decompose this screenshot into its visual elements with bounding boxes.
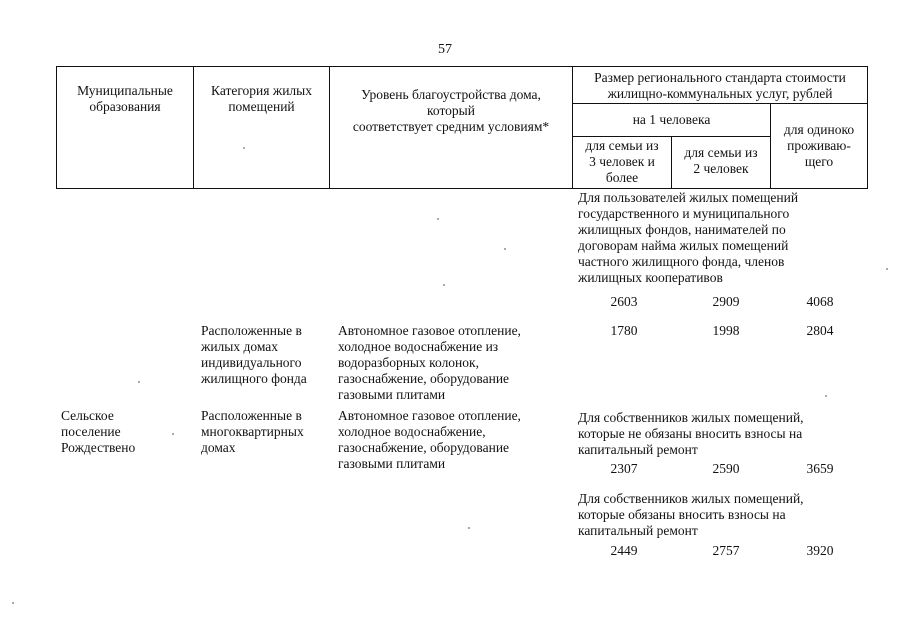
row-multi-level-line: холодное водоснабжение, (338, 424, 486, 439)
row-individual-level-line: Автономное газовое отопление, (338, 323, 521, 338)
header-per-person-label: на 1 человека (632, 112, 711, 127)
row-individual-level-line: водоразборных колонок, (338, 355, 479, 370)
row-multi-value2-family2: 2757 (712, 543, 740, 558)
scan-speck (12, 602, 14, 604)
header-size-line: жилищно-коммунальных услуг, рублей (607, 86, 833, 101)
block1-note-line: государственного и муниципального (578, 206, 790, 221)
row-multi-municipality-line: Рождествено (61, 440, 136, 455)
scan-speck (504, 248, 506, 250)
scan-speck (825, 395, 827, 397)
row-individual-category-line: жилищного фонда (201, 371, 307, 386)
row-multi-value2-family3: 2449 (610, 543, 638, 558)
block1-note-line: Для пользователей жилых помещений (578, 190, 799, 205)
header-family2 (671, 136, 771, 189)
row-multi-category-line: домах (201, 440, 236, 455)
header-family3-line: более (605, 170, 639, 185)
row-multi-level-line: газовыми плитами (338, 456, 446, 471)
row-multi-note1-line: которые не обязаны вносить взносы на (578, 426, 803, 441)
header-category (193, 66, 330, 189)
row-multi-note1-line: Для собственников жилых помещений, (578, 410, 804, 425)
header-level-line: Уровень благоустройства дома, (361, 87, 541, 102)
row-multi-category-line: Расположенные в (201, 408, 302, 423)
row-individual-level-line: газоснабжение, оборудование (338, 371, 510, 386)
row-individual-level-line: газовыми плитами (338, 387, 446, 402)
header-single-line: щего (804, 154, 834, 169)
row-multi-note2-line: которые обязаны вносить взносы на (578, 507, 786, 522)
header-single (770, 103, 868, 189)
row-multi-value2-single: 3920 (806, 543, 834, 558)
block1-value-single: 4068 (806, 294, 834, 309)
header-family2-line: 2 человек (693, 161, 749, 176)
row-multi-note2-line: капитальный ремонт (578, 523, 698, 538)
row-multi-note1 (578, 410, 804, 458)
header-level-line: который (427, 103, 475, 118)
header-municipal-line: образования (89, 99, 161, 114)
row-multi-level-line: газоснабжение, оборудование (338, 440, 510, 455)
row-multi-category (201, 408, 304, 456)
header-family3-line: 3 человек и (589, 154, 655, 169)
header-size (572, 66, 868, 104)
row-multi-note2-line: Для собственников жилых помещений, (578, 491, 804, 506)
row-multi-value1-family2: 2590 (712, 461, 740, 476)
header-family2-line: для семьи из (684, 145, 758, 160)
header-family3-line: для семьи из (585, 138, 659, 153)
block1-note-line: договорам найма жилых помещений (578, 238, 789, 253)
row-multi-level (338, 408, 521, 472)
page-number: 57 (438, 42, 452, 57)
row-multi-municipality (61, 408, 135, 456)
row-multi-municipality-line: поселение (61, 424, 121, 439)
row-multi-value1-single: 3659 (806, 461, 834, 476)
row-individual-category-line: индивидуального (201, 355, 302, 370)
row-multi-note1-line: капитальный ремонт (578, 442, 698, 457)
block1-note-line: частного жилищного фонда, членов (578, 254, 785, 269)
header-municipal-line: Муниципальные (77, 83, 173, 98)
block1-note-line: жилищных фондов, нанимателей по (578, 222, 786, 237)
block1-note-line: жилищных кооперативов (578, 270, 723, 285)
header-size-line: Размер регионального стандарта стоимости (594, 70, 846, 85)
row-multi-municipality-line: Сельское (61, 408, 114, 423)
scan-speck (138, 381, 140, 383)
row-individual-category (201, 323, 307, 387)
row-individual-value-single: 2804 (806, 323, 834, 338)
row-multi-level-line: Автономное газовое отопление, (338, 408, 521, 423)
header-category-line: помещений (228, 99, 295, 114)
row-individual-value-family2: 1998 (712, 323, 740, 338)
header-level (329, 66, 573, 189)
scan-speck (437, 218, 439, 220)
scan-speck (886, 268, 888, 270)
row-individual-level-line: холодное водоснабжение из (338, 339, 499, 354)
row-individual-category-line: Расположенные в (201, 323, 302, 338)
header-family3 (572, 136, 672, 189)
scan-speck (243, 147, 245, 149)
header-single-line: проживаю- (787, 138, 851, 153)
header-level-line: соответствует средним условиям* (352, 119, 550, 134)
row-multi-value1-family3: 2307 (610, 461, 638, 476)
row-individual-category-line: жилых домах (201, 339, 279, 354)
row-individual-value-family3: 1780 (610, 323, 638, 338)
row-individual-level (338, 323, 521, 403)
scan-speck (172, 433, 174, 435)
scan-speck (468, 527, 470, 529)
block1-value-family2: 2909 (712, 294, 740, 309)
block1-note (578, 190, 798, 286)
header-category-line: Категория жилых (211, 83, 312, 98)
row-multi-note2 (578, 491, 804, 539)
header-single-line: для одиноко (783, 122, 855, 137)
row-multi-category-line: многоквартирных (201, 424, 304, 439)
header-per-person (572, 103, 771, 137)
scan-speck (443, 284, 445, 286)
header-municipal (56, 66, 194, 189)
block1-value-family3: 2603 (610, 294, 638, 309)
